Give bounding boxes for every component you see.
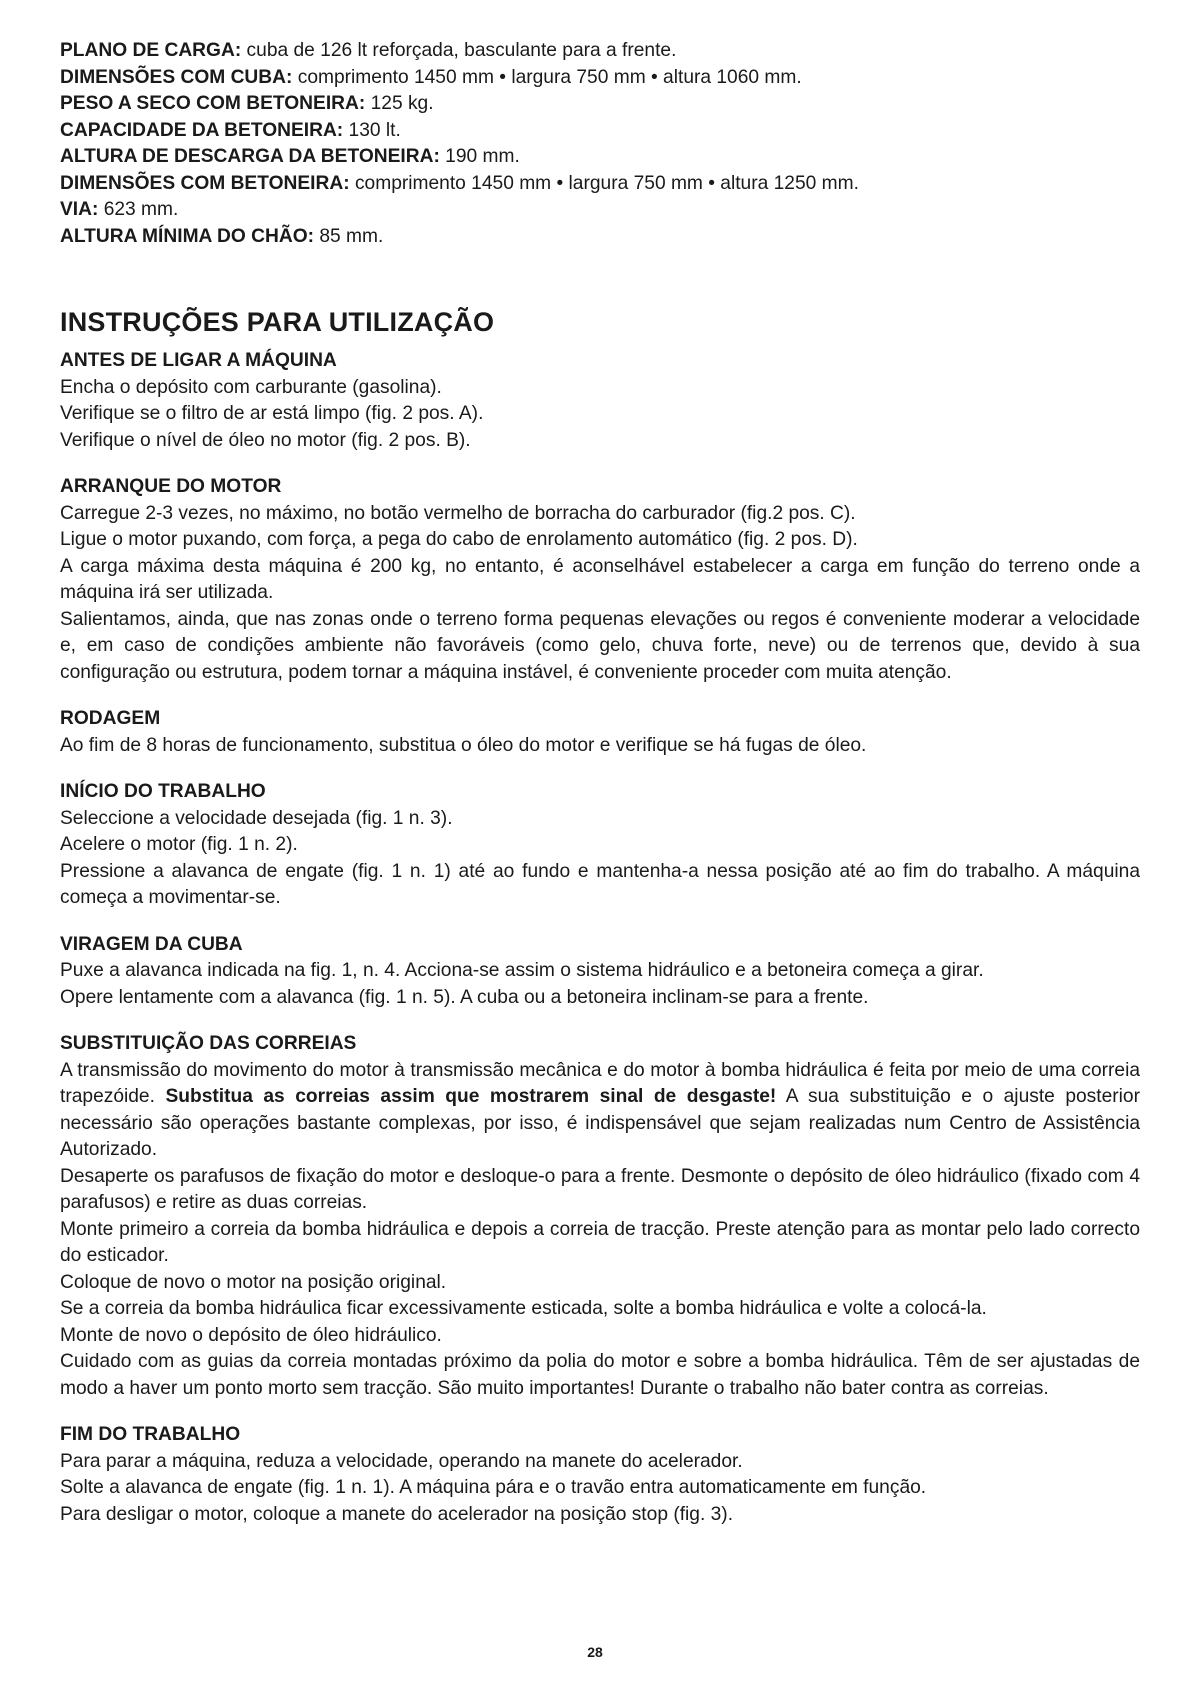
spec-value: 130 lt.	[343, 119, 401, 141]
section-heading: ANTES DE LIGAR A MÁQUINA	[60, 350, 337, 371]
spec-value: comprimento 1450 mm • largura 750 mm • altura 1060 mm.	[292, 66, 802, 88]
spec-label: VIA:	[60, 199, 99, 220]
spec-capacidade-betoneira	[60, 118, 1140, 145]
spec-label: CAPACIDADE DA BETONEIRA:	[60, 119, 344, 141]
spec-altura-minima	[60, 224, 1140, 251]
section-heading: SUBSTITUIÇÃO DAS CORREIAS	[60, 1033, 357, 1054]
paragraph: Verifique se o filtro de ar está limpo (fig. 2 pos. A).	[60, 403, 484, 424]
specifications-list	[60, 38, 1140, 250]
section-fim-do-trabalho	[60, 1422, 1140, 1528]
spec-altura-descarga	[60, 144, 1140, 171]
paragraph: Pressione a alavanca de engate (fig. 1 n. 1) até ao fundo e mantenha-a nessa posição até ao fim do trabalho. A máquina começa a movimentar-se.	[60, 860, 1140, 908]
spec-plano-de-carga	[60, 38, 1140, 65]
spec-label: DIMENSÕES COM BETONEIRA:	[60, 172, 350, 194]
paragraph-text: A sua substituição e o ajuste posterior necessário são operações bastante complexas, por isso, é indispensável que sejam realizadas num Centro de Assistência Autorizado.	[60, 1086, 1140, 1160]
paragraph: Desaperte os parafusos de fixação do motor e desloque-o para a frente. Desmonte o depósito de óleo hidráulico (fixado com 4 parafusos) e retire as duas correias.	[60, 1165, 1140, 1213]
paragraph: Monte primeiro a correia da bomba hidráulica e depois a correia de tracção. Preste atenção para as montar pelo lado correcto do esticador.	[60, 1218, 1140, 1266]
paragraph: Seleccione a velocidade desejada (fig. 1 n. 3).	[60, 807, 453, 829]
paragraph-text: A transmissão do movimento do motor à transmissão mecânica e do motor à bomba hidráulica é feita por meio de uma correia trapezóide.	[60, 1059, 1140, 1107]
spec-dimensoes-com-betoneira	[60, 171, 1140, 198]
page-title: INSTRUÇÕES PARA UTILIZAÇÃO	[60, 307, 495, 337]
section-heading: FIM DO TRABALHO	[60, 1424, 241, 1445]
spec-label: ALTURA DE DESCARGA DA BETONEIRA:	[60, 146, 440, 167]
paragraph: Opere lentamente com a alavanca (fig. 1 n. 5). A cuba ou a betoneira inclinam-se para a frente.	[60, 986, 869, 1008]
paragraph: Para desligar o motor, coloque a manete do acelerador na posição stop (fig. 3).	[60, 1503, 734, 1525]
paragraph: Verifique o nível de óleo no motor (fig. 2 pos. B).	[60, 429, 471, 451]
spec-label: ALTURA MÍNIMA DO CHÃO:	[60, 225, 315, 247]
paragraph: A carga máxima desta máquina é 200 kg, no entanto, é aconselhável estabelecer a carga em função do terreno onde a máquina irá ser utilizada.	[60, 555, 1140, 603]
spec-value: 125 kg.	[365, 93, 434, 114]
spec-value: cuba de 126 lt reforçada, basculante para a frente.	[241, 40, 677, 61]
spec-dimensoes-com-cuba	[60, 65, 1140, 92]
paragraph: Ao fim de 8 horas de funcionamento, substitua o óleo do motor e verifique se há fugas de óleo.	[60, 734, 867, 756]
paragraph: Encha o depósito com carburante (gasolina).	[60, 376, 442, 398]
spec-value: comprimento 1450 mm • largura 750 mm • altura 1250 mm.	[349, 172, 859, 194]
paragraph: Se a correia da bomba hidráulica ficar excessivamente esticada, solte a bomba hidráulica e volte a colocá-la.	[60, 1298, 987, 1319]
spec-via	[60, 197, 1140, 224]
section-rodagem	[60, 706, 1140, 759]
spec-value: 623 mm.	[98, 199, 179, 220]
section-viragem-da-cuba	[60, 932, 1140, 1012]
paragraph: Para parar a máquina, reduza a velocidade, operando na manete do acelerador.	[60, 1450, 743, 1472]
paragraph: Solte a alavanca de engate (fig. 1 n. 1). A máquina pára e o travão entra automaticamente em função.	[60, 1477, 927, 1498]
spec-label: PESO A SECO COM BETONEIRA:	[60, 93, 366, 114]
paragraph: Acelere o motor (fig. 1 n. 2).	[60, 834, 298, 855]
page-number: 28	[587, 1644, 603, 1660]
section-substituicao-das-correias	[60, 1031, 1140, 1402]
paragraph: Monte de novo o depósito de óleo hidráulico.	[60, 1324, 442, 1346]
spec-peso-a-seco	[60, 91, 1140, 118]
section-arranque-do-motor	[60, 474, 1140, 686]
spec-label: PLANO DE CARGA:	[60, 40, 242, 61]
paragraph: Coloque de novo o motor na posição original.	[60, 1271, 447, 1293]
paragraph: Cuidado com as guias da correia montadas próximo da polia do motor e sobre a bomba hidráulica. Têm de ser ajustadas de modo a haver um ponto morto sem tracção. São muito importantes! Durante o trabalho não bater contra as correias.	[60, 1351, 1140, 1399]
paragraph	[60, 1058, 1140, 1164]
document-page	[60, 38, 1140, 1548]
section-heading: RODAGEM	[60, 708, 161, 729]
spec-value: 85 mm.	[314, 225, 384, 247]
section-heading: INÍCIO DO TRABALHO	[60, 781, 266, 802]
warning-text: Substitua as correias assim que mostrarem sinal de desgaste!	[165, 1086, 777, 1107]
section-antes-de-ligar	[60, 348, 1140, 454]
paragraph: Salientamos, ainda, que nas zonas onde o terreno forma pequenas elevações ou regos é conveniente moderar a velocidade e, em caso de condições ambiente não favoráveis (como gelo, chuva forte, neve) ou de terrenos que, devido à sua configuração ou estrutura, podem tornar a máquina instável, é conveniente proceder com muita atenção.	[60, 608, 1140, 683]
paragraph: Puxe a alavanca indicada na fig. 1, n. 4. Acciona-se assim o sistema hidráulico e a betoneira começa a girar.	[60, 960, 984, 981]
spec-value: 190 mm.	[439, 146, 520, 167]
paragraph: Carregue 2-3 vezes, no máximo, no botão vermelho de borracha do carburador (fig.2 pos. C).	[60, 502, 856, 524]
paragraph: Ligue o motor puxando, com força, a pega do cabo de enrolamento automático (fig. 2 pos. D).	[60, 529, 858, 550]
section-heading: VIRAGEM DA CUBA	[60, 933, 243, 955]
section-heading: ARRANQUE DO MOTOR	[60, 476, 282, 497]
section-inicio-do-trabalho	[60, 779, 1140, 912]
spec-label: DIMENSÕES COM CUBA:	[60, 66, 293, 88]
